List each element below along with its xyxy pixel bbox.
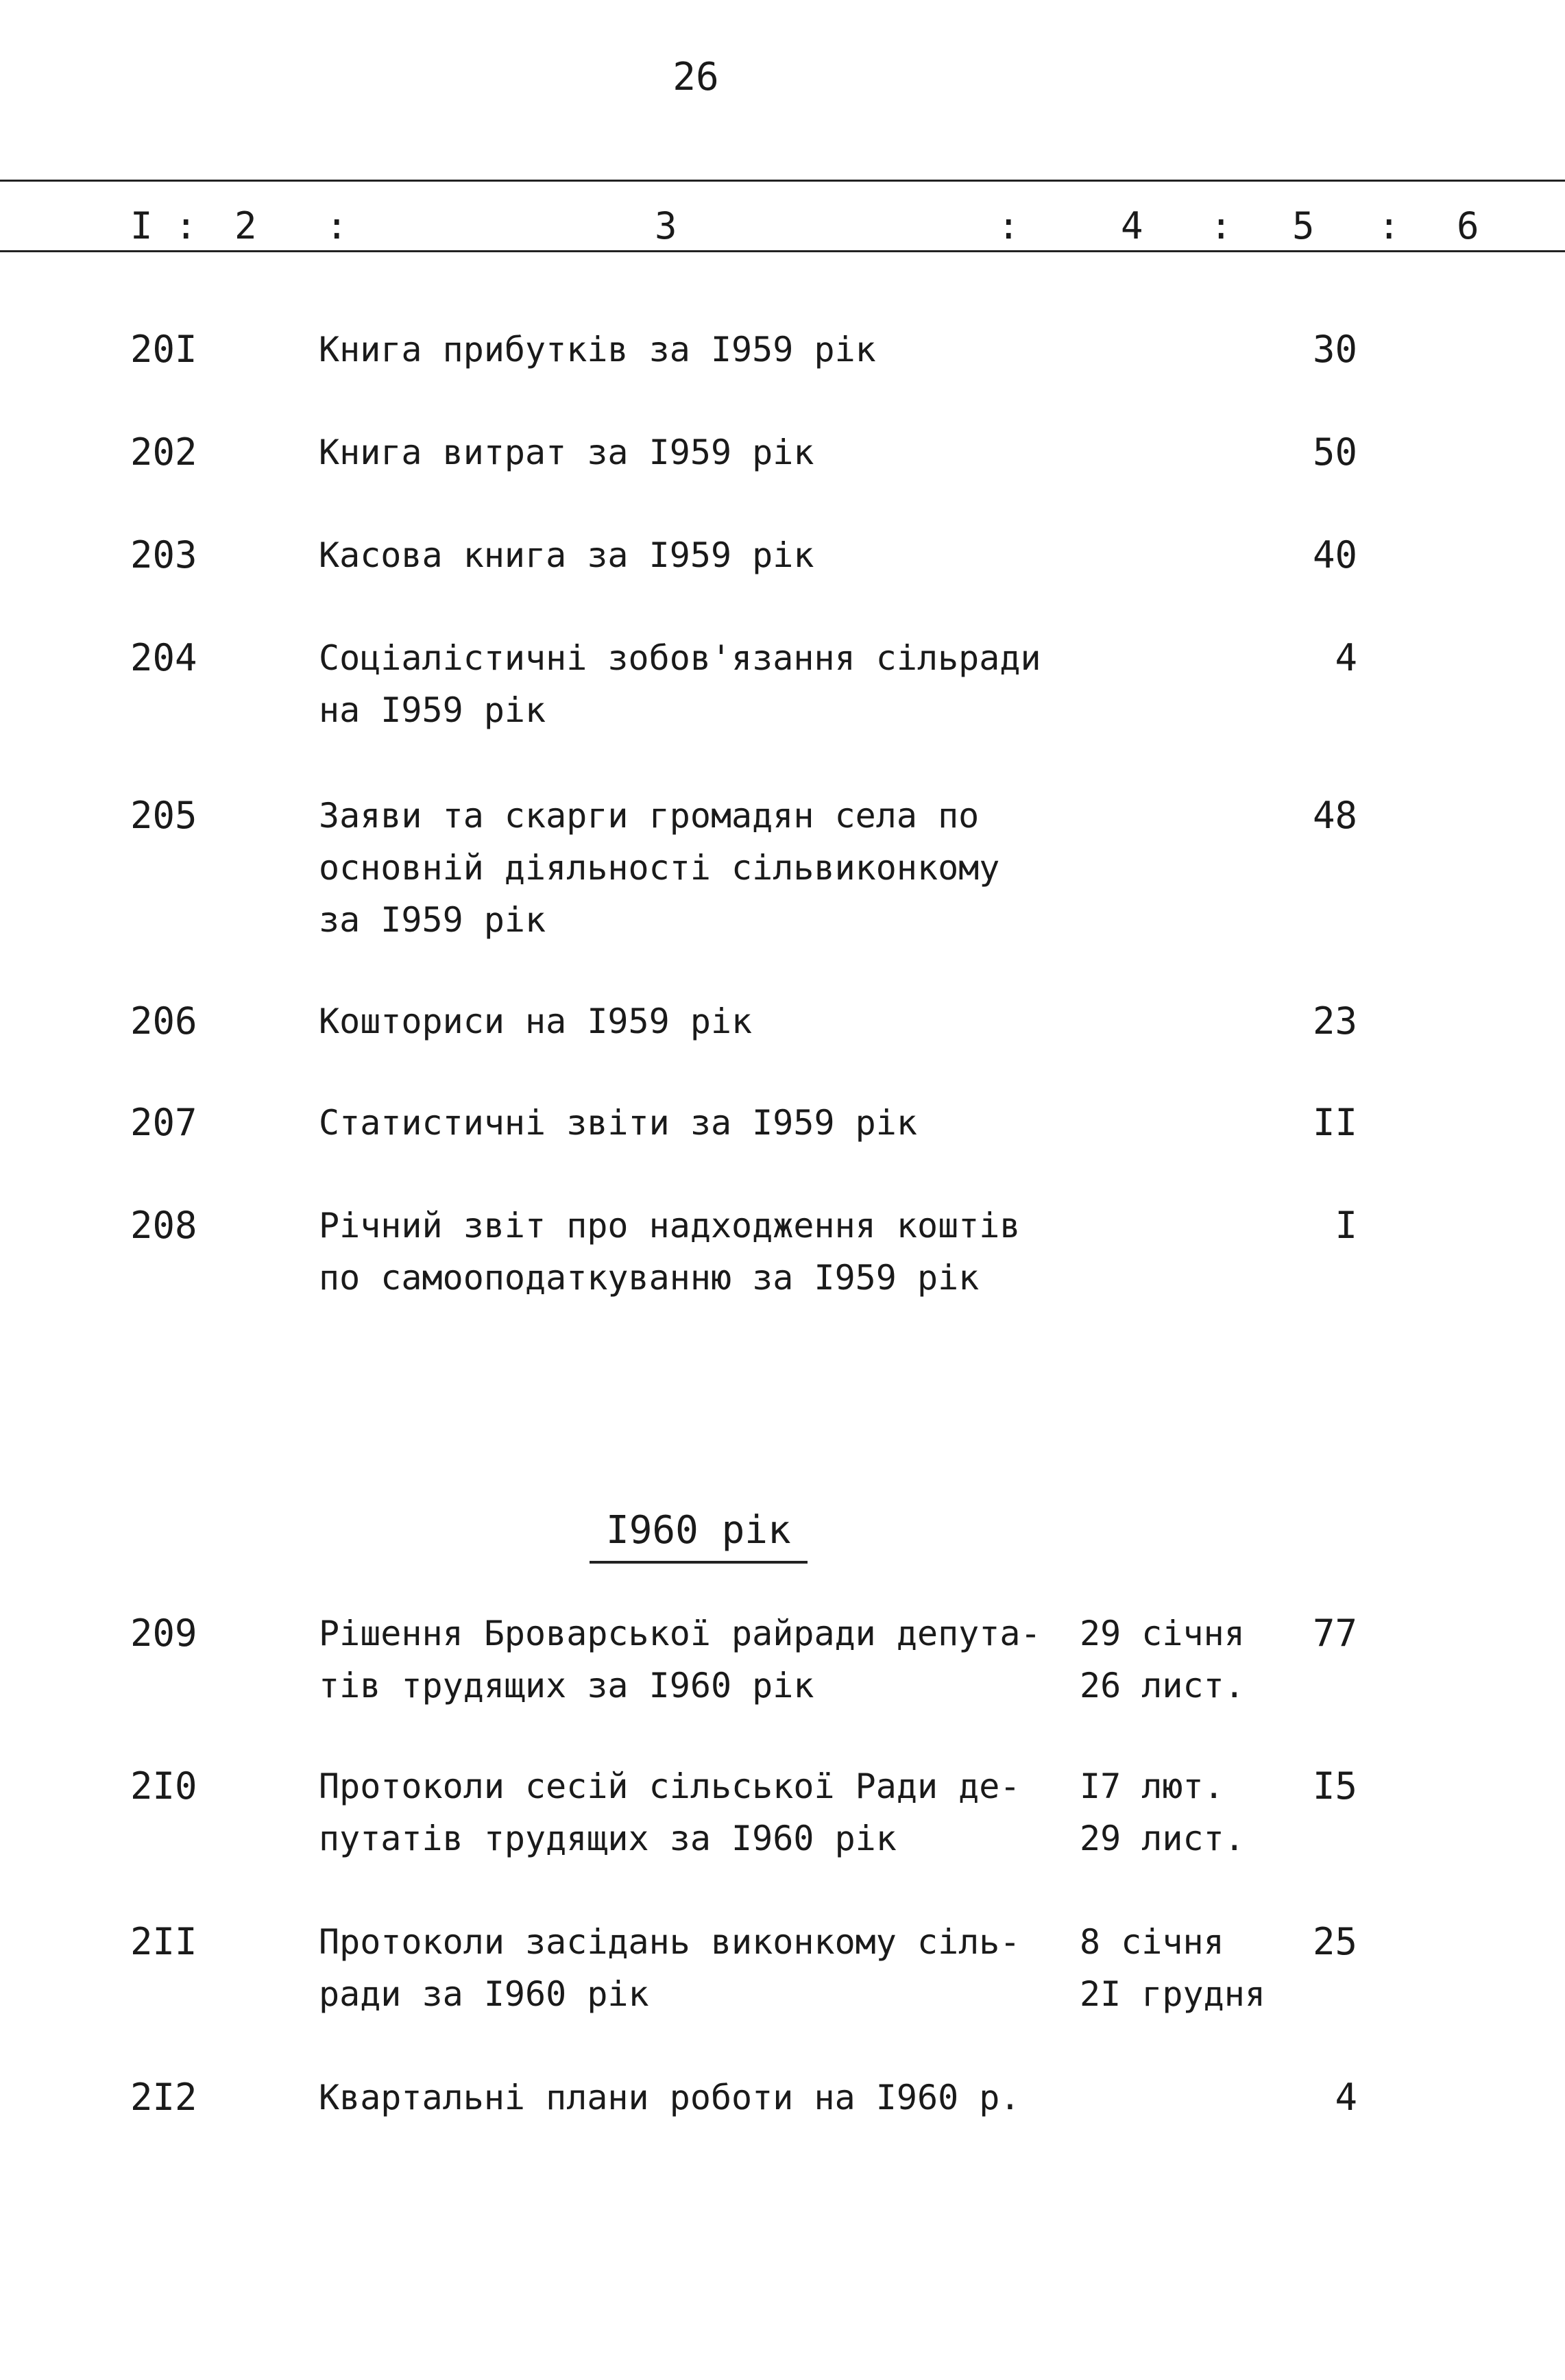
entry-title <box>319 1916 1073 2020</box>
entry-number: 204 <box>130 636 197 679</box>
column-separator: : <box>1210 204 1233 247</box>
entry-title-line: на I959 рік <box>319 690 546 730</box>
entry-title-line: Річний звіт про надходження коштів <box>319 1206 1021 1246</box>
entry-number: 203 <box>130 533 197 576</box>
section-heading: I960 рік <box>590 1505 808 1564</box>
page-number: 26 <box>672 55 719 99</box>
entry-number: 208 <box>130 1204 197 1247</box>
column-separator: : <box>1378 204 1400 247</box>
entry-title-line: по самооподаткуванню за I959 рік <box>319 1258 980 1298</box>
column-separator: : <box>175 204 197 247</box>
entry-title-line: Протоколи сесій сільської Ради де- <box>319 1766 1021 1806</box>
column-header-5: 5 <box>1292 204 1315 247</box>
entry-date-end: 26 лист. <box>1080 1666 1245 1705</box>
entry-sheets: 25 <box>1312 1920 1357 1963</box>
entry-title-line: тів трудящих за I960 рік <box>319 1666 814 1705</box>
entry-title-line: Рішення Броварської райради депута- <box>319 1614 1041 1653</box>
entry-title-line: Соціалістичні зобов'язання сільради <box>319 638 1041 678</box>
entry-number: 207 <box>130 1101 197 1144</box>
entry-title-line: Кошториси на I959 рік <box>319 1001 753 1041</box>
entry-title <box>319 1097 1073 1149</box>
entry-sheets: 48 <box>1312 794 1357 837</box>
entry-number: 20I <box>130 328 197 371</box>
entry-number: 2II <box>130 1920 197 1963</box>
entry-sheets: 23 <box>1312 999 1357 1043</box>
entry-title-line: Заяви та скарги громадян села по <box>319 796 980 836</box>
column-separator: : <box>997 204 1020 247</box>
entry-sheets: 50 <box>1312 430 1357 474</box>
entry-title <box>319 1607 1073 1712</box>
entry-date-start: 29 січня <box>1080 1614 1245 1653</box>
entry-title-line: Квартальні плани роботи на I960 р. <box>319 2078 1021 2117</box>
entry-title-line: за I959 рік <box>319 900 546 940</box>
entry-title <box>319 995 1073 1047</box>
entry-sheets: 30 <box>1312 328 1357 371</box>
entry-title-line: путатів трудящих за I960 рік <box>319 1819 897 1858</box>
entry-title <box>319 324 1073 376</box>
column-header-2: 2 <box>234 204 257 247</box>
entry-title-line: Статистичні звіти за I959 рік <box>319 1103 917 1143</box>
entry-title <box>319 632 1073 736</box>
entry-date-end: 2I грудня <box>1080 1974 1265 2014</box>
entry-title <box>319 426 1073 478</box>
column-separator: : <box>326 204 348 247</box>
entry-sheets: 40 <box>1312 533 1357 576</box>
entry-sheets: 77 <box>1312 1612 1357 1655</box>
column-header-3: 3 <box>655 204 677 247</box>
entry-number: 206 <box>130 999 197 1043</box>
entry-title-line: Книга прибутків за I959 рік <box>319 330 876 369</box>
entry-number: 2I2 <box>130 2076 197 2119</box>
entry-date-start: 8 січня <box>1080 1922 1224 1962</box>
entry-number: 205 <box>130 794 197 837</box>
entry-title <box>319 1200 1073 1304</box>
entry-number: 209 <box>130 1612 197 1655</box>
column-header-6: 6 <box>1457 204 1479 247</box>
table-header-rule <box>0 250 1565 252</box>
entry-date-end: 29 лист. <box>1080 1819 1245 1858</box>
entry-number: 2I0 <box>130 1764 197 1808</box>
column-header-4: 4 <box>1121 204 1143 247</box>
entry-date-start: I7 лют. <box>1080 1766 1224 1806</box>
entry-title <box>319 529 1073 581</box>
entry-sheets: II <box>1312 1101 1357 1144</box>
entry-title-line: Касова книга за I959 рік <box>319 535 814 575</box>
entry-title-line: Протоколи засідань виконкому сіль- <box>319 1922 1021 1962</box>
entry-sheets: I5 <box>1312 1764 1357 1808</box>
entry-sheets: I <box>1335 1204 1357 1247</box>
entry-title-line: Книга витрат за I959 рік <box>319 433 814 472</box>
entry-sheets: 4 <box>1335 2076 1357 2119</box>
entry-title <box>319 1760 1073 1865</box>
entry-number: 202 <box>130 430 197 474</box>
entry-title-line: основній діяльності сільвиконкому <box>319 848 1000 888</box>
table-top-rule <box>0 180 1565 182</box>
entry-sheets: 4 <box>1335 636 1357 679</box>
entry-title <box>319 790 1073 946</box>
entry-title <box>319 2072 1073 2124</box>
entry-title-line: ради за I960 рік <box>319 1974 649 2014</box>
column-header-1: I <box>130 204 153 247</box>
